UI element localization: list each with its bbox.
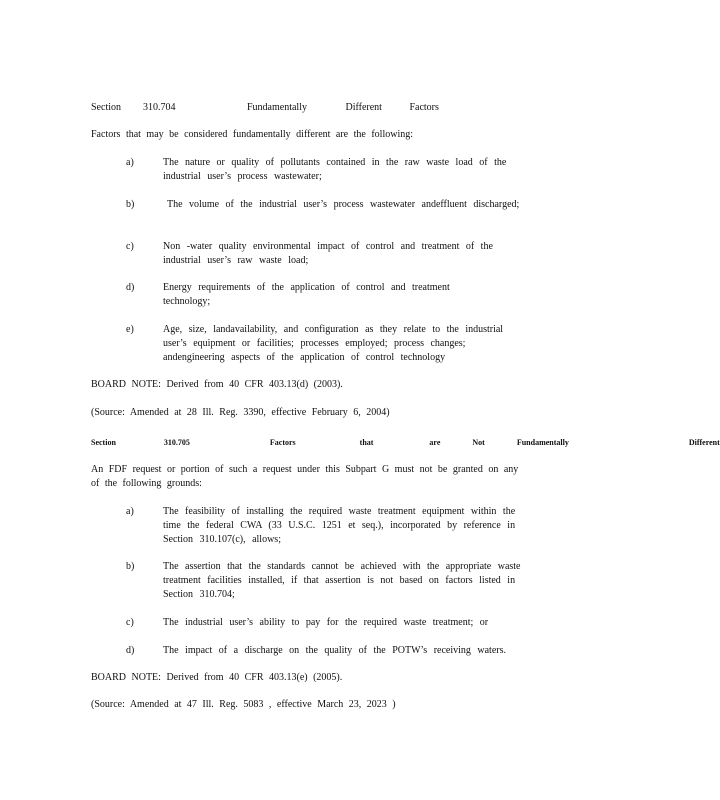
section-705-board-note: BOARD NOTE: Derived from 40 CFR 403.13(e) (2005). xyxy=(91,672,343,683)
item-text: The assertion that the standards cannot be achieved with the appropriate waste treatment facilities installed, if that assertion is not based on factors listed in Section 310.704; xyxy=(163,561,521,600)
section-705-heading: Section 310.705 Factors that are Not Fundamentally Different xyxy=(91,438,720,447)
item-letter: d) xyxy=(126,645,135,656)
item-letter: e) xyxy=(126,324,134,335)
item-text: The industrial user’s ability to pay for the required waste treatment; or xyxy=(163,617,489,628)
section-704-board-note: BOARD NOTE: Derived from 40 CFR 403.13(d) (2003). xyxy=(91,379,343,390)
item-text: The volume of the industrial user’s process wastewater andeffluent discharged; xyxy=(167,199,520,210)
item-text: The nature or quality of pollutants contained in the raw waste load of the industrial user’s process wastewater; xyxy=(163,157,507,182)
item-letter: c) xyxy=(126,617,134,628)
item-letter: a) xyxy=(126,506,134,517)
section-704-heading: Section 310.704 Fundamentally Different Factors xyxy=(91,102,439,113)
section-704-intro: Factors that may be considered fundamentally different are the following: xyxy=(91,129,413,140)
item-letter: c) xyxy=(126,241,134,252)
item-text: The feasibility of installing the required waste treatment equipment within the time the federal CWA (33 U.S.C. 1251 et seq.), incorporated by reference in Section 310.107(c), allows; xyxy=(163,506,516,545)
item-text: Energy requirements of the application of control and treatment technology; xyxy=(163,282,450,307)
item-text: Age, size, landavailability, and configuration as they relate to the industrial user’s equipment or facilities; processes employed; process changes; andengineering aspects of the application of control technology xyxy=(163,324,504,363)
item-text: The impact of a discharge on the quality of the POTW’s receiving waters. xyxy=(163,645,506,656)
item-letter: b) xyxy=(126,199,135,210)
item-text: Non -water quality environmental impact of control and treatment of the industrial user’s raw waste load; xyxy=(163,241,493,266)
section-705-source: (Source: Amended at 47 Ill. Reg. 5083 , effective March 23, 2023 ) xyxy=(91,699,396,710)
section-705-intro: An FDF request or portion of such a request under this Subpart G must not be granted on any of the following grounds: xyxy=(91,464,519,489)
item-letter: a) xyxy=(126,157,134,168)
item-letter: b) xyxy=(126,561,135,572)
section-704-source: (Source: Amended at 28 Ill. Reg. 3390, effective February 6, 2004) xyxy=(91,407,390,418)
item-letter: d) xyxy=(126,282,135,293)
